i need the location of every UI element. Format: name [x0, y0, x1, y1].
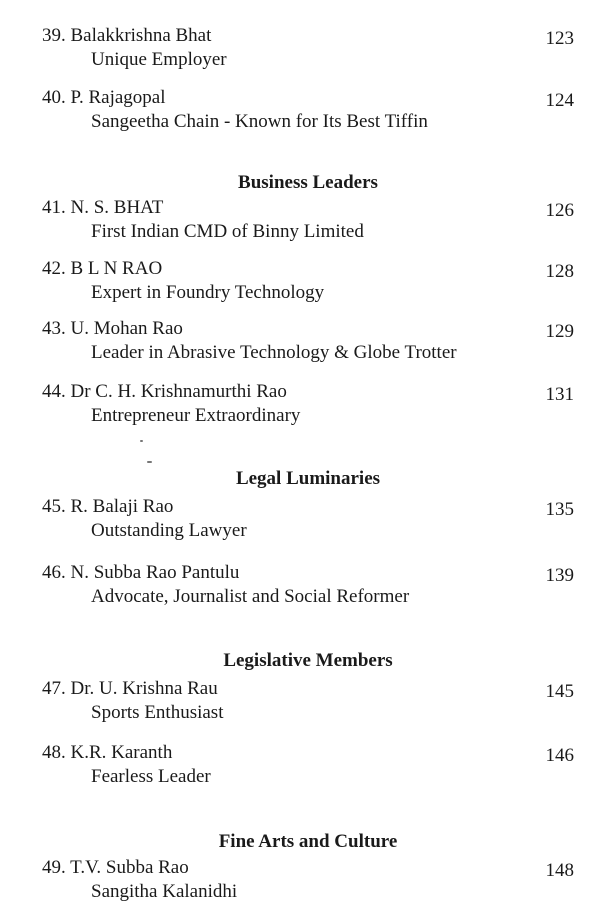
- entry-description: Unique Employer: [91, 49, 227, 70]
- section-heading: [0, 830, 600, 854]
- entry-name: 47. Dr. U. Krishna Rau: [42, 678, 218, 699]
- section-title: Business Leaders: [238, 172, 378, 193]
- entry-name: 41. N. S. BHAT: [42, 197, 164, 218]
- entry-name: 49. T.V. Subba Rao: [42, 857, 189, 878]
- entry-page-number: 145: [545, 681, 574, 702]
- section-title: Legislative Members: [223, 650, 393, 671]
- entry-description: Advocate, Journalist and Social Reformer: [91, 586, 410, 607]
- entry-description: Leader in Abrasive Technology & Globe Trotter: [91, 342, 457, 363]
- entry-page-number: 126: [545, 200, 574, 221]
- section-heading: [0, 649, 600, 673]
- entry-description: Entrepreneur Extraordinary: [91, 405, 301, 426]
- entry-name: 44. Dr C. H. Krishnamurthi Rao: [42, 381, 287, 402]
- entry-description: Fearless Leader: [91, 766, 211, 787]
- entry-description: Outstanding Lawyer: [91, 520, 247, 541]
- entry-name: 43. U. Mohan Rao: [42, 318, 183, 339]
- entry-name: 42. B L N RAO: [42, 258, 163, 279]
- section-heading: [0, 467, 600, 491]
- entry-name: 39. Balakkrishna Bhat: [42, 25, 212, 46]
- entry-name: 46. N. Subba Rao Pantulu: [42, 562, 240, 583]
- entry-description: Sangeetha Chain - Known for Its Best Tiffin: [91, 111, 428, 132]
- scan-speck: [147, 461, 152, 463]
- entry-page-number: 131: [545, 384, 574, 405]
- section-title: Fine Arts and Culture: [218, 831, 398, 852]
- entry-page-number: 129: [545, 321, 574, 342]
- entry-page-number: 123: [545, 28, 574, 49]
- entry-page-number: 148: [545, 860, 574, 881]
- entry-description: First Indian CMD of Binny Limited: [91, 221, 364, 242]
- entry-name: 45. R. Balaji Rao: [42, 496, 174, 517]
- entry-name: 48. K.R. Karanth: [42, 742, 173, 763]
- entry-page-number: 124: [545, 90, 574, 111]
- entry-description: Sports Enthusiast: [91, 702, 224, 723]
- scan-speck: [140, 440, 143, 442]
- entry-page-number: 146: [545, 745, 574, 766]
- entry-page-number: 135: [545, 499, 574, 520]
- section-heading: [0, 171, 600, 195]
- entry-page-number: 139: [545, 565, 574, 586]
- section-title: Legal Luminaries: [235, 468, 381, 489]
- entry-name: 40. P. Rajagopal: [42, 87, 166, 108]
- entry-page-number: 128: [545, 261, 574, 282]
- entry-description: Expert in Foundry Technology: [91, 282, 325, 303]
- entry-description: Sangitha Kalanidhi: [91, 881, 238, 902]
